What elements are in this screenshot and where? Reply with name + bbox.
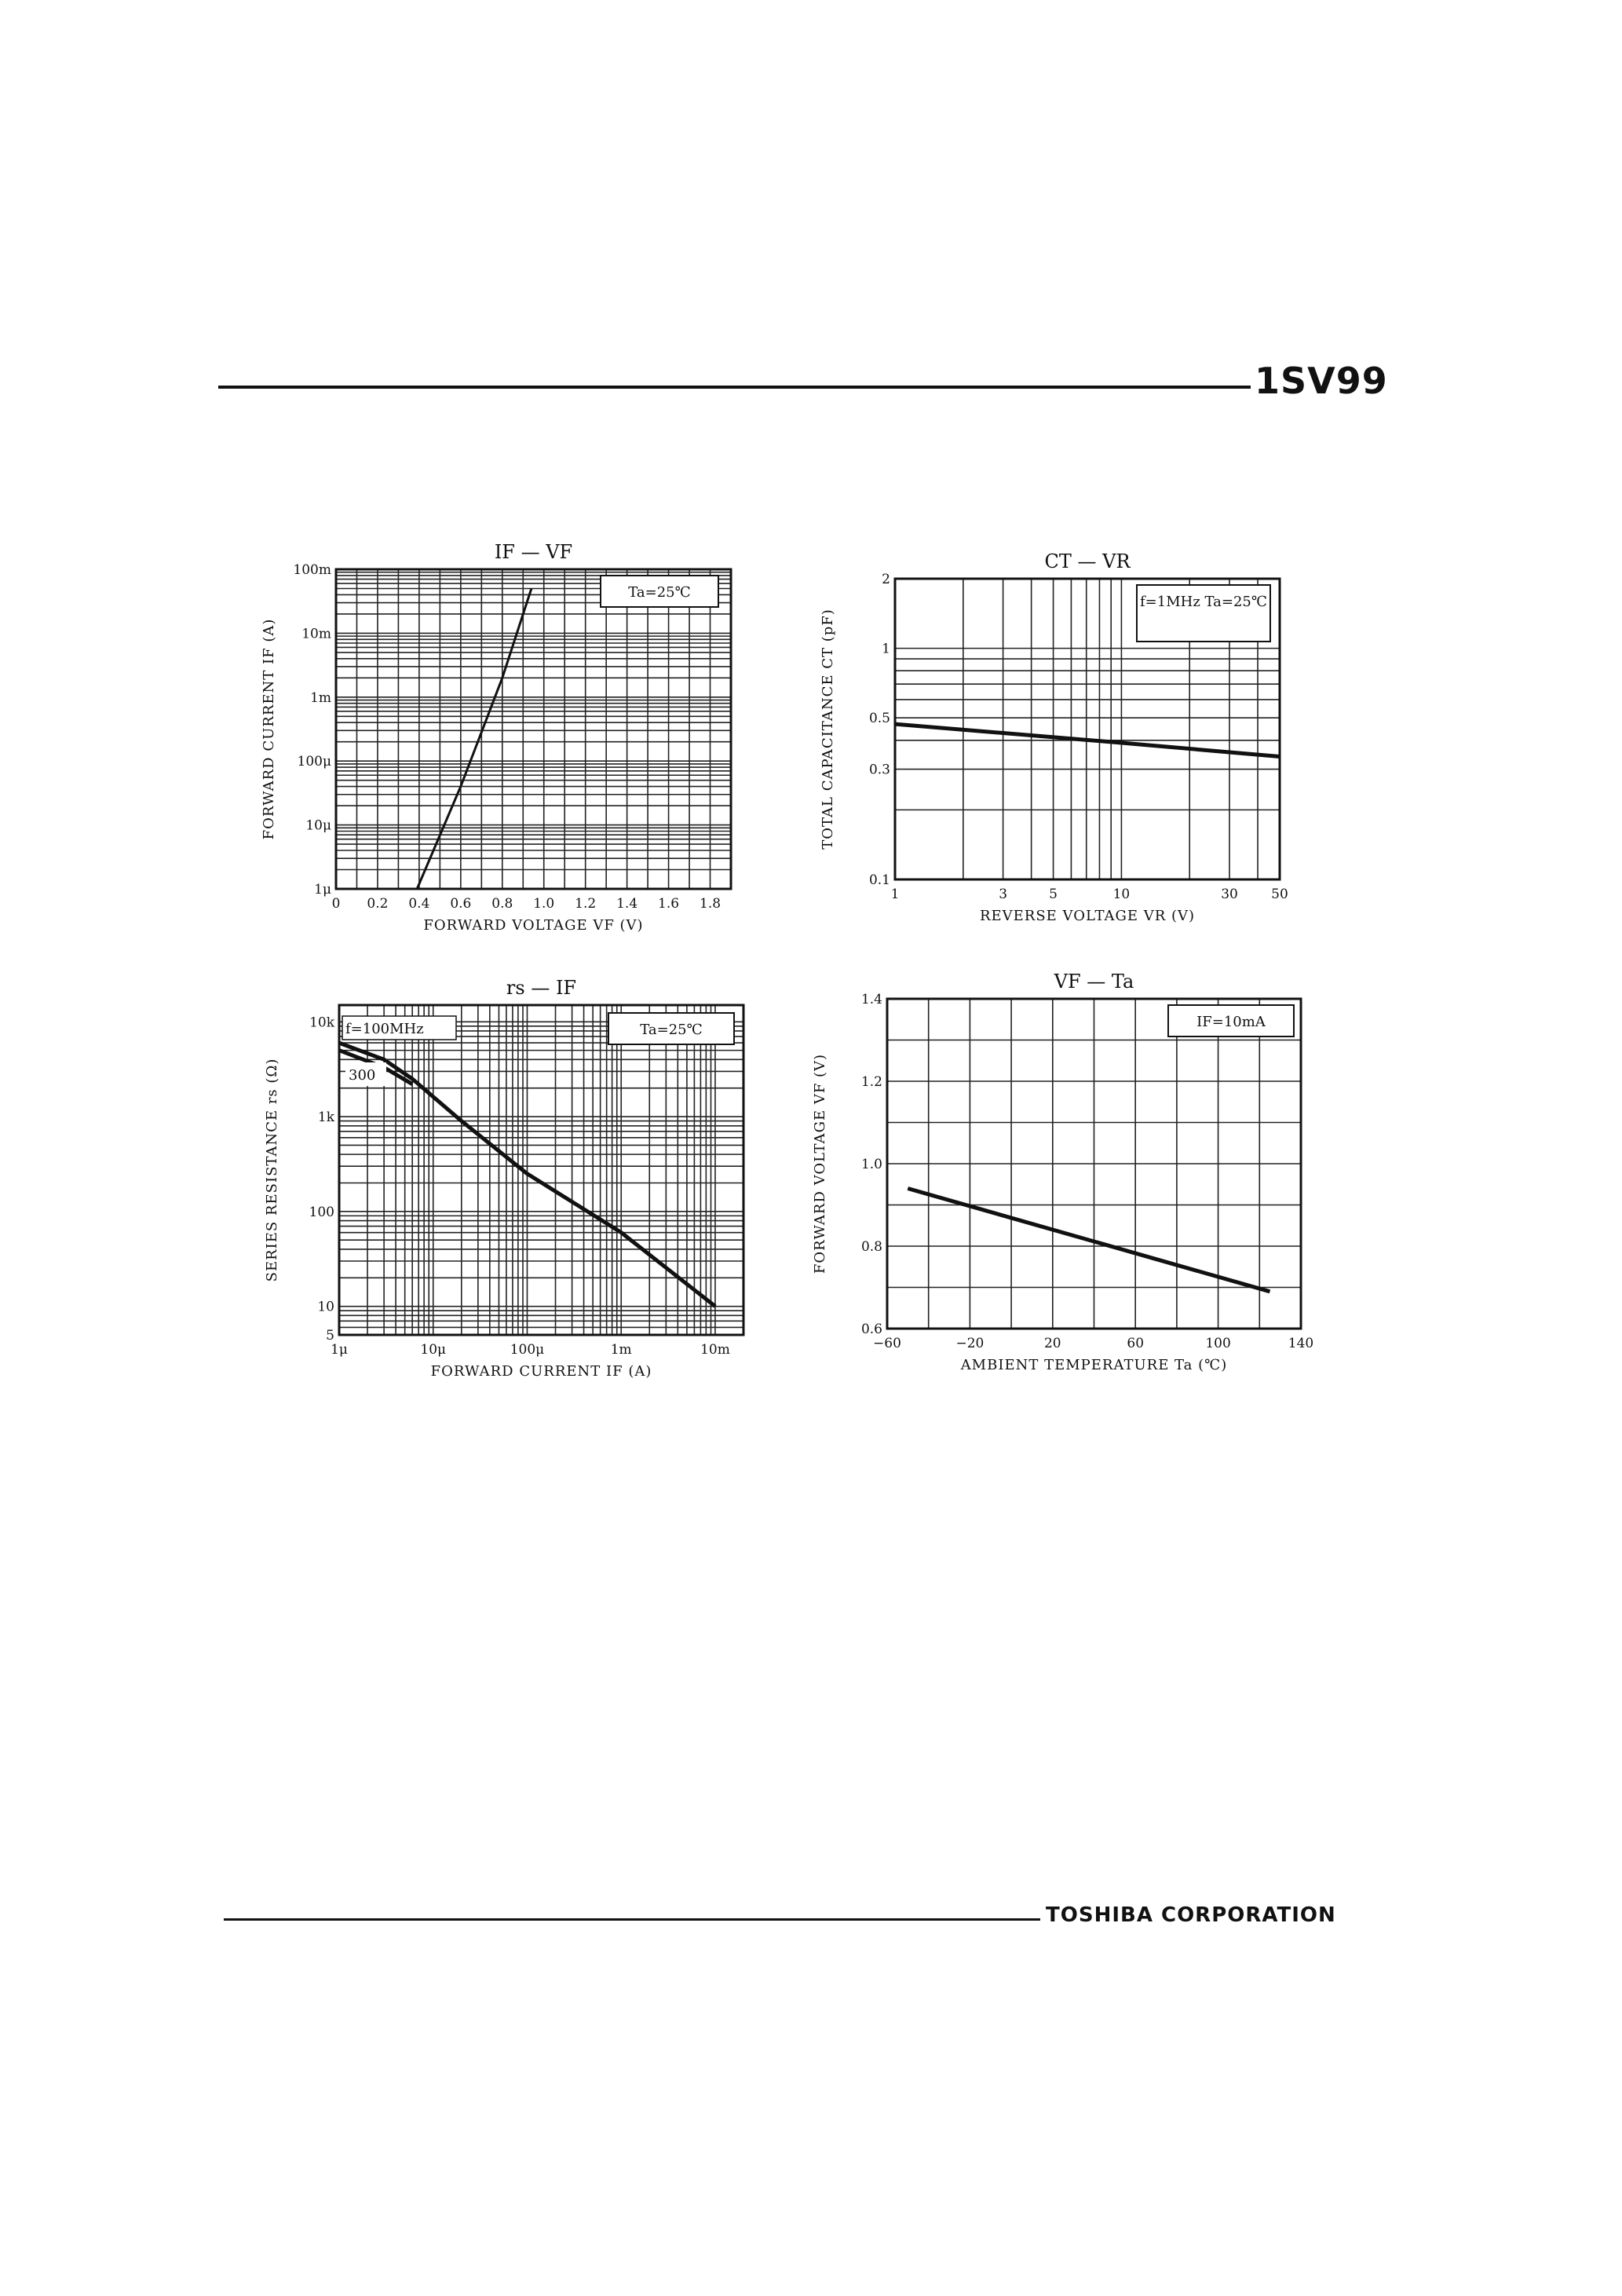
condition-label: Ta=25℃ (628, 584, 691, 601)
x-tick-label: 0.4 (408, 896, 430, 912)
grid (887, 999, 1301, 1329)
condition-label: f=1MHz Ta=25℃ (1140, 594, 1267, 610)
y-tick-label: 1.4 (860, 992, 882, 1007)
y-tick-label: 100m (293, 562, 331, 578)
x-tick-label: 140 (1288, 1336, 1314, 1351)
x-tick-label: −60 (873, 1336, 901, 1351)
chart-if-vf (261, 541, 731, 934)
x-tick-label: 10m (700, 1342, 730, 1358)
x-tick-label: 0.8 (491, 896, 513, 912)
x-tick-label: 20 (1043, 1336, 1061, 1351)
x-tick-label: 5 (1049, 887, 1058, 902)
x-axis-label: REVERSE VOLTAGE VR (V) (979, 908, 1196, 924)
y-axis-label: TOTAL CAPACITANCE CT (pF) (820, 609, 836, 850)
y-axis-label: FORWARD CURRENT IF (A) (261, 618, 277, 840)
x-axis-label: AMBIENT TEMPERATURE Ta (℃) (960, 1357, 1228, 1373)
x-tick-label: 1m (610, 1342, 632, 1358)
y-tick-label: 1k (317, 1110, 334, 1126)
condition-label: IF=10mA (1196, 1014, 1266, 1030)
x-axis-label: FORWARD CURRENT IF (A) (430, 1363, 652, 1380)
company-name: TOSHIBA CORPORATION (1046, 1903, 1336, 1927)
x-tick-label: 0 (331, 896, 341, 912)
grid (336, 569, 731, 889)
grid (339, 1005, 743, 1335)
x-tick-label: 30 (1221, 887, 1238, 902)
y-tick-label: 10m (301, 626, 331, 642)
y-tick-label: 1μ (314, 882, 331, 898)
x-tick-label: 1.2 (575, 896, 597, 912)
chart-title: VF — Ta (1054, 971, 1134, 993)
x-tick-label: −20 (955, 1336, 985, 1351)
x-tick-label: 60 (1127, 1336, 1145, 1351)
plot-frame (339, 1005, 743, 1335)
chart-title: CT — VR (1044, 550, 1131, 572)
series-label: 300 (349, 1067, 376, 1084)
chart-ct-vr (820, 550, 1288, 924)
y-tick-label: 0.8 (860, 1239, 882, 1255)
y-axis-label: FORWARD VOLTAGE VF (V) (812, 1053, 828, 1274)
chart-rs-if (264, 977, 743, 1380)
y-tick-label: 2 (882, 572, 890, 587)
x-tick-label: 10 (1112, 887, 1131, 902)
x-tick-label: 0.6 (450, 896, 472, 912)
y-tick-label: 100μ (297, 754, 331, 770)
series-line (908, 1189, 1269, 1292)
x-tick-label: 3 (999, 887, 1008, 902)
x-tick-label: 0.2 (367, 896, 389, 912)
chart-title: rs — IF (506, 977, 577, 999)
y-tick-label: 1m (310, 689, 331, 706)
x-tick-label: 1.8 (700, 896, 721, 912)
y-tick-label: 0.6 (860, 1322, 882, 1337)
x-tick-label: 100 (1205, 1336, 1231, 1351)
condition-label: Ta=25℃ (640, 1022, 703, 1038)
y-tick-label: 10k (309, 1015, 334, 1031)
chart-title: IF — VF (494, 541, 573, 563)
series-label: f=100MHz (345, 1021, 424, 1037)
x-tick-label: 1.6 (658, 896, 680, 912)
y-tick-label: 0.3 (868, 762, 890, 778)
plot-frame (336, 569, 731, 889)
y-tick-label: 0.5 (868, 711, 890, 727)
y-tick-label: 10 (317, 1299, 334, 1315)
x-tick-label: 1μ (331, 1342, 348, 1358)
y-tick-label: 0.1 (868, 872, 890, 888)
y-tick-label: 100 (309, 1204, 334, 1220)
chart-vf-ta (812, 971, 1313, 1373)
y-tick-label: 10μ (305, 817, 331, 834)
footer-rule (224, 1918, 1040, 1921)
x-axis-label: FORWARD VOLTAGE VF (V) (423, 917, 644, 934)
x-tick-label: 50 (1271, 887, 1288, 902)
part-number: 1SV99 (1255, 360, 1388, 402)
x-tick-label: 1.0 (533, 896, 555, 912)
x-tick-label: 100μ (510, 1342, 545, 1358)
y-tick-label: 1.2 (860, 1074, 882, 1090)
x-tick-label: 1 (890, 887, 900, 902)
y-axis-label: SERIES RESISTANCE rs (Ω) (264, 1058, 280, 1282)
y-tick-label: 5 (326, 1328, 334, 1344)
y-tick-label: 1.0 (860, 1157, 882, 1172)
x-tick-label: 10μ (420, 1342, 447, 1358)
x-tick-label: 1.4 (616, 896, 638, 912)
y-tick-label: 1 (882, 641, 890, 657)
